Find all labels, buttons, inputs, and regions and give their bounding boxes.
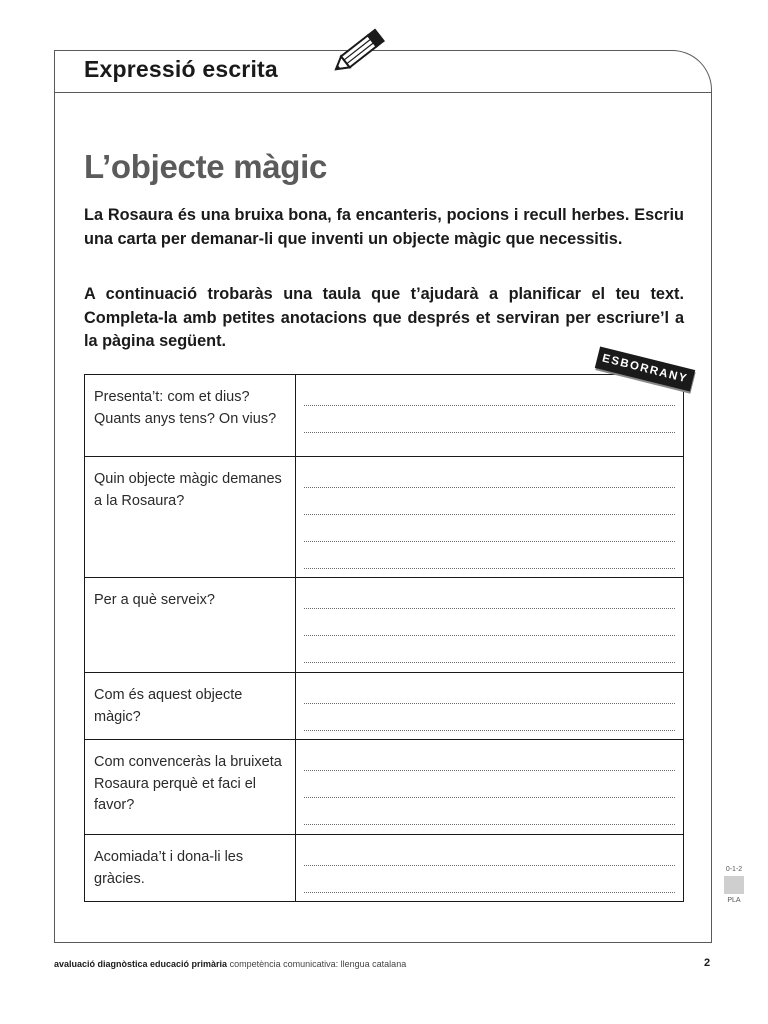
table-row	[85, 375, 684, 457]
draft-stamp: ESBORRANY	[595, 346, 695, 391]
answer-cell[interactable]	[296, 578, 684, 673]
table-row	[85, 673, 684, 740]
answer-line[interactable]	[304, 730, 675, 731]
question-cell: Per a què serveix?	[85, 578, 296, 673]
answer-line[interactable]	[304, 541, 675, 542]
table-row	[85, 835, 684, 902]
answer-line[interactable]	[304, 797, 675, 798]
side-code: 0-1-2	[725, 866, 743, 873]
table-row	[85, 457, 684, 578]
footer-subtitle: competència comunicativa: llengua catalana	[229, 959, 407, 969]
planning-table	[84, 374, 684, 902]
footer	[54, 959, 406, 969]
section-title: Expressió escrita	[84, 56, 278, 82]
header-divider	[54, 92, 712, 93]
answer-cell[interactable]	[296, 375, 684, 457]
table-row	[85, 578, 684, 673]
answer-line[interactable]	[304, 770, 675, 771]
question-cell: Com convenceràs la bruixeta Rosaura perquè et faci el favor?	[85, 740, 296, 835]
answer-line[interactable]	[304, 703, 675, 704]
pencil-icon	[326, 24, 390, 80]
side-box	[724, 876, 744, 894]
answer-cell[interactable]	[296, 835, 684, 902]
side-tag: PLA	[727, 897, 741, 904]
answer-line[interactable]	[304, 487, 675, 488]
side-marker	[722, 866, 746, 904]
answer-cell[interactable]	[296, 673, 684, 740]
answer-line[interactable]	[304, 865, 675, 866]
intro-paragraph-1: La Rosaura és una bruixa bona, fa encanteris, pocions i recull herbes. Escriu una carta per demanar-li que inventi un objecte màgic que necessitis.	[84, 206, 684, 248]
answer-line[interactable]	[304, 662, 675, 663]
answer-line[interactable]	[304, 824, 675, 825]
intro-paragraph-2: A continuació trobaràs una taula que t’ajudarà a planificar el teu text. Completa-la amb petites anotacions que després et serviran per escriure’l a la pàgina següent.	[84, 285, 684, 350]
answer-cell[interactable]	[296, 457, 684, 578]
question-cell: Acomiada’t i dona-li les gràcies.	[85, 835, 296, 902]
answer-line[interactable]	[304, 635, 675, 636]
question-cell: Quin objecte màgic demanes a la Rosaura?	[85, 457, 296, 578]
page-title: L’objecte màgic	[84, 148, 328, 185]
answer-line[interactable]	[304, 568, 675, 569]
answer-line[interactable]	[304, 608, 675, 609]
question-cell: Com és aquest objecte màgic?	[85, 673, 296, 740]
answer-cell[interactable]	[296, 740, 684, 835]
answer-line[interactable]	[304, 405, 675, 406]
question-cell: Presenta’t: com et dius? Quants anys tens? On vius?	[85, 375, 296, 457]
answer-line[interactable]	[304, 514, 675, 515]
table-row	[85, 740, 684, 835]
footer-title: avaluació diagnòstica educació primària	[54, 959, 228, 969]
answer-line[interactable]	[304, 432, 675, 433]
page-number: 2	[704, 957, 711, 969]
answer-line[interactable]	[304, 892, 675, 893]
